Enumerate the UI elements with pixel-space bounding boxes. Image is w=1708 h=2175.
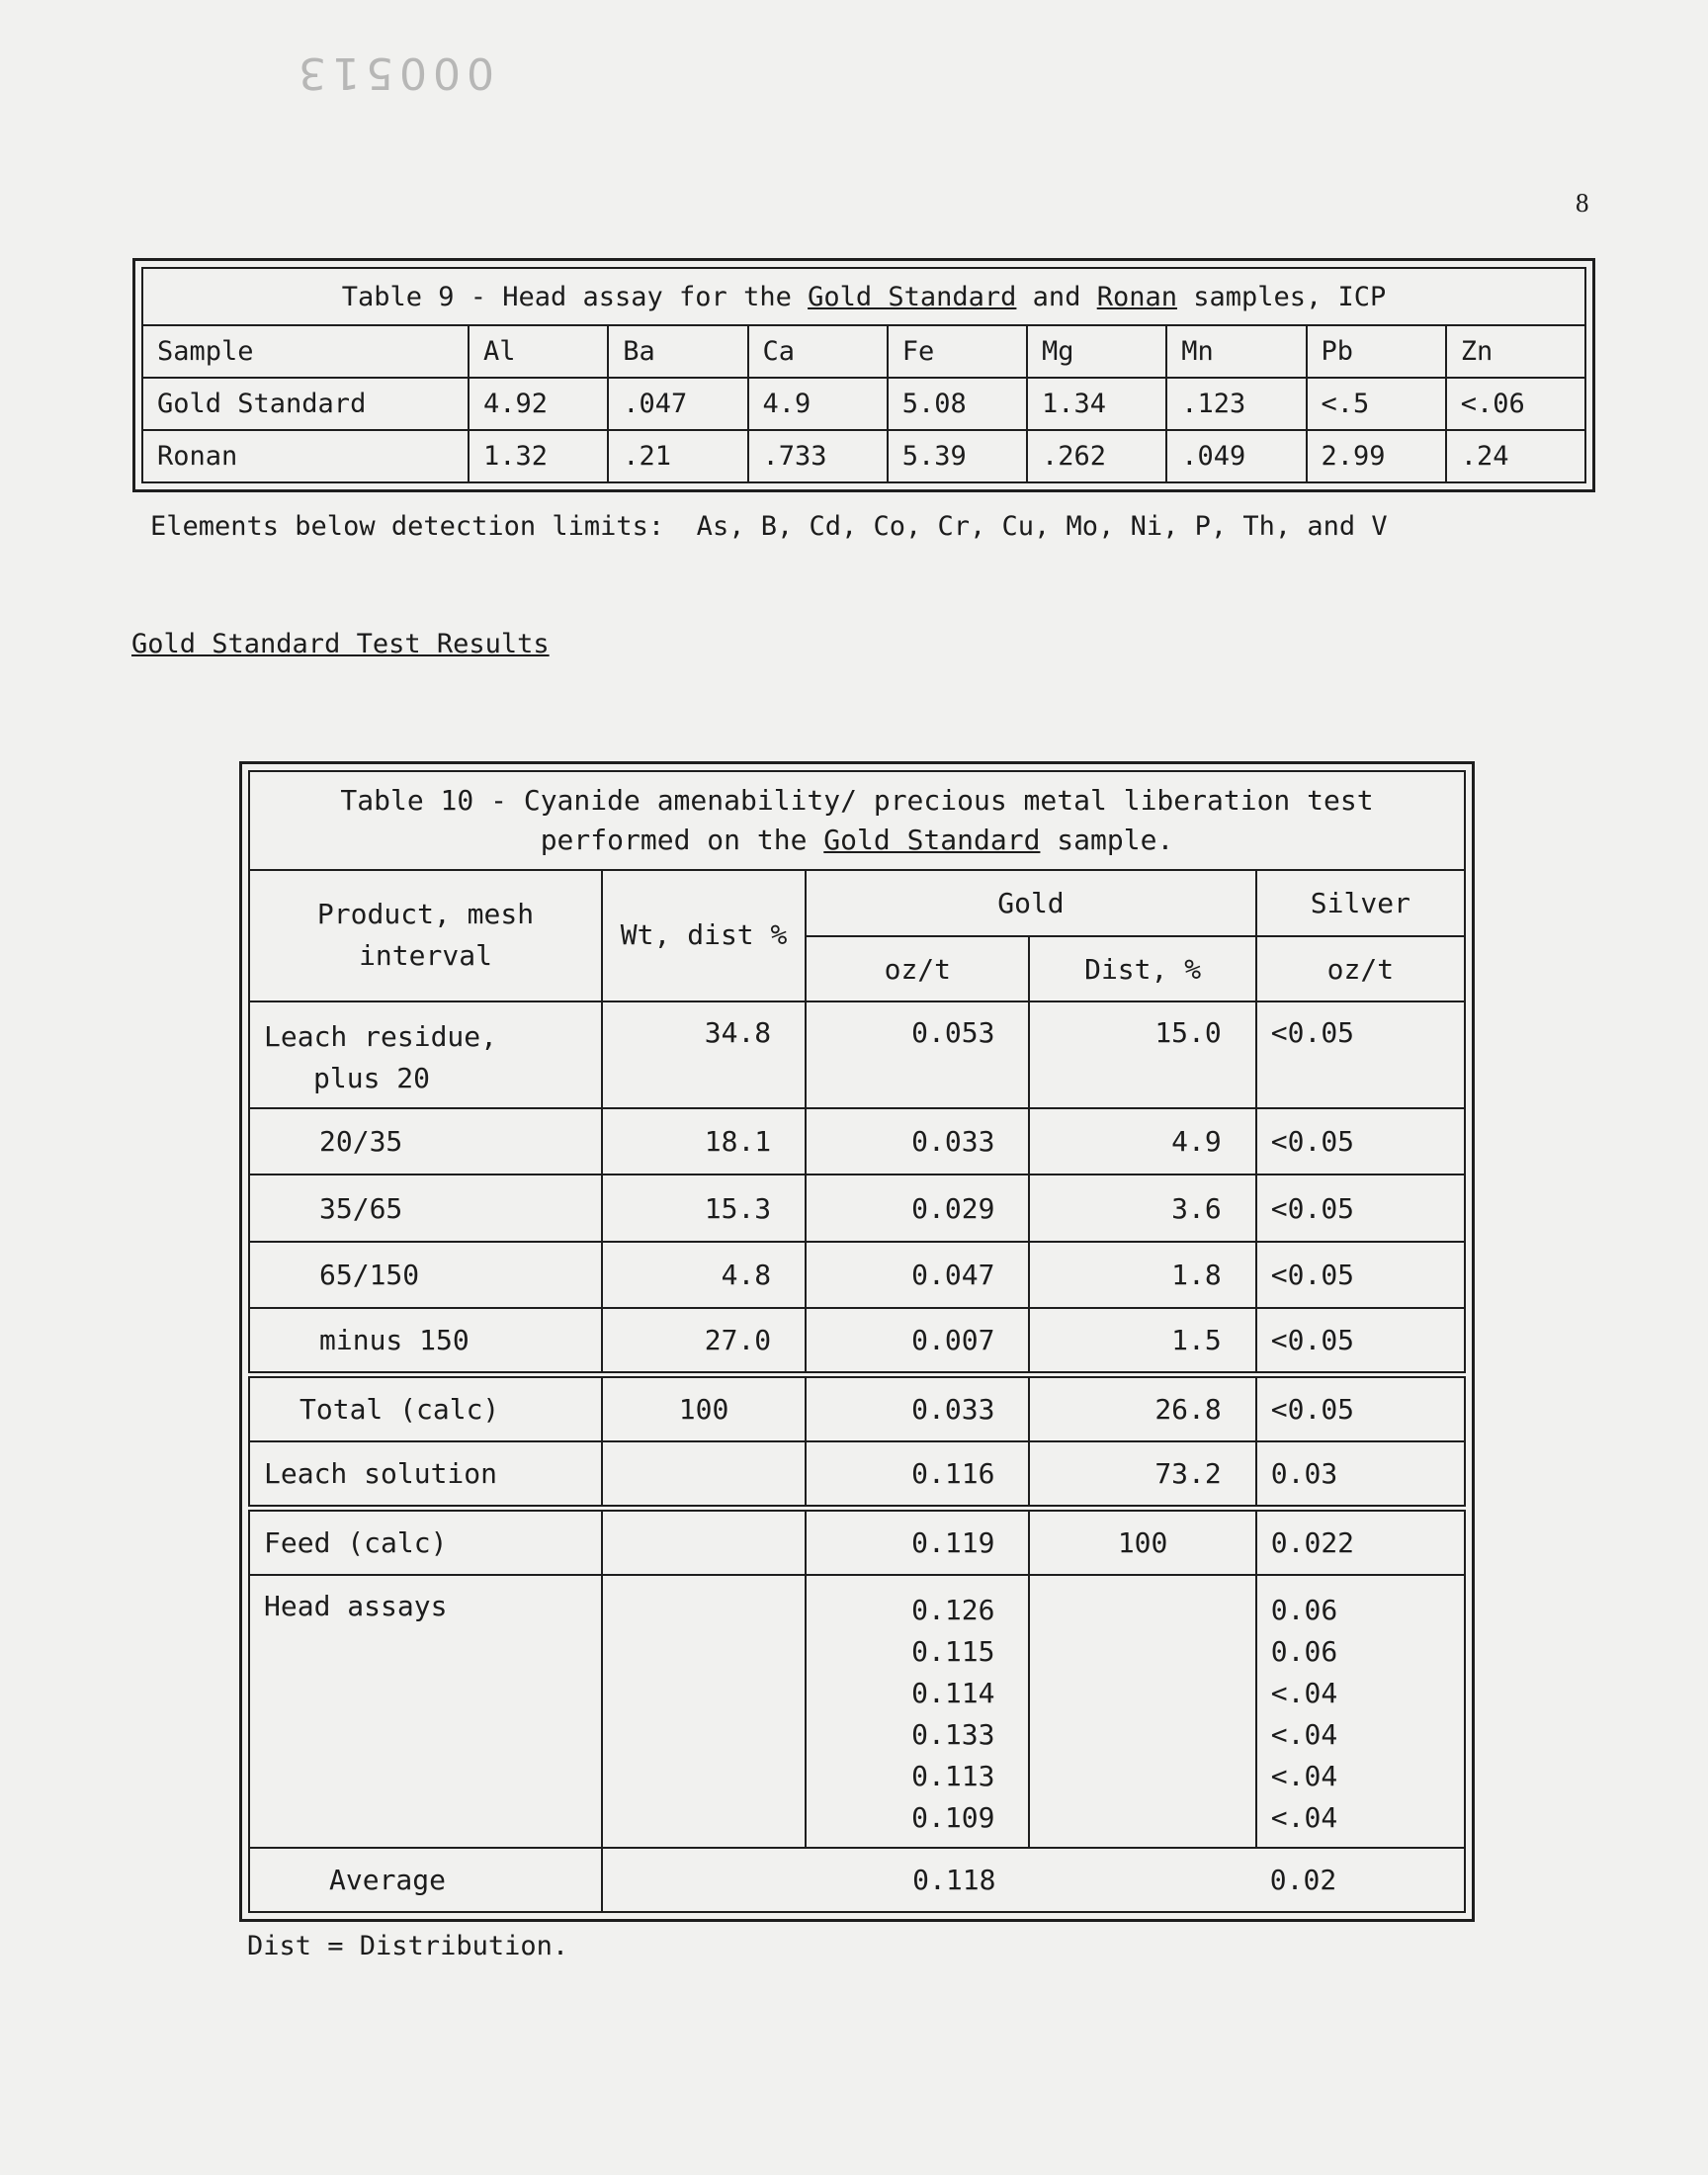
weight-cell: 34.8 bbox=[602, 1001, 806, 1108]
gold-dist-cell: 4.9 bbox=[1029, 1108, 1255, 1174]
table-cell: <.5 bbox=[1307, 378, 1446, 430]
list-item: 0.126 bbox=[911, 1593, 995, 1626]
silver-ozt-cell: <0.05 bbox=[1256, 1242, 1465, 1308]
weight-cell: 15.3 bbox=[602, 1174, 806, 1241]
table-10-caption bbox=[249, 771, 1465, 870]
caption-line: Table 10 - Cyanide amenability/ precious metal liberation test bbox=[340, 784, 1374, 818]
gold-ozt-cell: 0.116 bbox=[806, 1441, 1029, 1508]
gold-dist-cell bbox=[1029, 1575, 1255, 1848]
product-label: Leach residue, bbox=[264, 1019, 498, 1053]
weight-cell bbox=[602, 1848, 806, 1912]
silver-ozt-cell: <0.05 bbox=[1256, 1375, 1465, 1441]
table-row bbox=[249, 1308, 1465, 1374]
table-row bbox=[142, 430, 1585, 482]
list-item: 0.114 bbox=[911, 1676, 995, 1709]
weight-cell: 18.1 bbox=[602, 1108, 806, 1174]
product-cell: Feed (calc) bbox=[249, 1508, 602, 1574]
caption-text: performed on the bbox=[540, 824, 824, 857]
weight-cell: 4.8 bbox=[602, 1242, 806, 1308]
list-item: <.04 bbox=[1270, 1717, 1338, 1751]
gold-dist-cell: 3.6 bbox=[1029, 1174, 1255, 1241]
weight-cell bbox=[602, 1508, 806, 1574]
column-header: Fe bbox=[888, 325, 1027, 378]
caption-text: samples, ICP bbox=[1176, 281, 1387, 312]
gold-ozt-cell: 0.029 bbox=[806, 1174, 1029, 1241]
silver-ozt-cell: <0.05 bbox=[1256, 1308, 1465, 1374]
table-row bbox=[249, 1441, 1465, 1508]
product-cell: Leach solution bbox=[249, 1441, 602, 1508]
caption-text: sample. bbox=[1040, 824, 1174, 857]
gold-ozt-cell: 0.047 bbox=[806, 1242, 1029, 1308]
column-header: Al bbox=[469, 325, 608, 378]
table-cell: 4.92 bbox=[469, 378, 608, 430]
product-cell: Average bbox=[249, 1848, 602, 1912]
table-row bbox=[142, 378, 1585, 430]
gold-ozt-cell: 0.119 bbox=[806, 1508, 1029, 1574]
document-stamp: 000513 bbox=[293, 47, 494, 98]
column-header-silver-ozt: oz/t bbox=[1256, 936, 1465, 1000]
list-item: <.04 bbox=[1270, 1759, 1338, 1792]
caption-sample-gold-standard: Gold Standard bbox=[808, 281, 1017, 312]
table-row bbox=[249, 1242, 1465, 1308]
table-row bbox=[249, 1108, 1465, 1174]
table-cell: .049 bbox=[1166, 430, 1306, 482]
table-cell: Gold Standard bbox=[142, 378, 469, 430]
product-cell: Total (calc) bbox=[249, 1375, 602, 1441]
gold-ozt-cell: 0.053 bbox=[806, 1001, 1029, 1108]
table-cell: .21 bbox=[608, 430, 747, 482]
list-item: <.04 bbox=[1270, 1800, 1338, 1834]
table-cell: <.06 bbox=[1446, 378, 1585, 430]
gold-dist-cell: 26.8 bbox=[1029, 1375, 1255, 1441]
caption-text: and bbox=[1016, 281, 1097, 312]
list-item: 0.109 bbox=[911, 1800, 995, 1834]
table-cell: .262 bbox=[1027, 430, 1166, 482]
page-number: 8 bbox=[1576, 188, 1589, 218]
column-header-gold-dist: Dist, % bbox=[1029, 936, 1255, 1000]
table-cell: 4.9 bbox=[748, 378, 888, 430]
list-item: 0.06 bbox=[1270, 1593, 1338, 1626]
column-header: Ca bbox=[748, 325, 888, 378]
column-header: Mg bbox=[1027, 325, 1166, 378]
caption-sample-gold-standard: Gold Standard bbox=[823, 824, 1041, 857]
table-9-caption bbox=[142, 268, 1585, 325]
product-cell: minus 150 bbox=[249, 1308, 602, 1374]
list-item: 0.115 bbox=[911, 1634, 995, 1668]
gold-dist-cell: 100 bbox=[1029, 1508, 1255, 1574]
table-cell: .24 bbox=[1446, 430, 1585, 482]
gold-dist-cell: 15.0 bbox=[1029, 1001, 1255, 1108]
column-header-gold: Gold bbox=[806, 870, 1256, 936]
list-item: 0.113 bbox=[911, 1759, 995, 1792]
footnote: Dist = Distribution. bbox=[247, 1931, 569, 1961]
silver-ozt-cell: 0.022 bbox=[1256, 1508, 1465, 1574]
table-cell: .123 bbox=[1166, 378, 1306, 430]
table-9-header-row bbox=[142, 325, 1585, 378]
table-10 bbox=[248, 770, 1466, 1913]
gold-ozt-cell: 0.007 bbox=[806, 1308, 1029, 1374]
silver-ozt-cell: <0.05 bbox=[1256, 1108, 1465, 1174]
list-item: 0.06 bbox=[1270, 1634, 1338, 1668]
column-header: Pb bbox=[1307, 325, 1446, 378]
silver-ozt-cell: <0.05 bbox=[1256, 1001, 1465, 1108]
table-row-feed bbox=[249, 1508, 1465, 1574]
product-cell bbox=[249, 1001, 602, 1108]
gold-dist-cell: 73.2 bbox=[1029, 1441, 1255, 1508]
column-header: Mn bbox=[1166, 325, 1306, 378]
table-9 bbox=[141, 267, 1586, 483]
product-cell: 35/65 bbox=[249, 1174, 602, 1241]
gold-dist-cell bbox=[1029, 1848, 1255, 1912]
table-cell: 2.99 bbox=[1307, 430, 1446, 482]
table-cell: Ronan bbox=[142, 430, 469, 482]
column-header-silver: Silver bbox=[1256, 870, 1465, 936]
gold-ozt-cell: 0.118 bbox=[806, 1848, 1029, 1912]
caption-sample-ronan: Ronan bbox=[1096, 281, 1177, 312]
caption-text: Table 9 - Head assay for the bbox=[341, 281, 809, 312]
silver-ozt-cell: 0.03 bbox=[1256, 1441, 1465, 1508]
table-row bbox=[249, 1001, 1465, 1108]
table-cell: .047 bbox=[608, 378, 747, 430]
gold-dist-cell: 1.5 bbox=[1029, 1308, 1255, 1374]
column-header-gold-ozt: oz/t bbox=[806, 936, 1029, 1000]
gold-ozt-cell: 0.033 bbox=[806, 1108, 1029, 1174]
detection-limits-note: Elements below detection limits: As, B, Cd, Co, Cr, Cu, Mo, Ni, P, Th, and V bbox=[150, 511, 1388, 542]
table-10-frame bbox=[239, 761, 1475, 1922]
silver-ozt-cell: <0.05 bbox=[1256, 1174, 1465, 1241]
weight-cell: 100 bbox=[602, 1375, 806, 1441]
table-cell: 1.34 bbox=[1027, 378, 1166, 430]
table-cell: 5.08 bbox=[888, 378, 1027, 430]
table-row-total bbox=[249, 1375, 1465, 1441]
list-item: <.04 bbox=[1270, 1676, 1338, 1709]
product-cell: Head assays bbox=[249, 1575, 602, 1848]
column-header: Ba bbox=[608, 325, 747, 378]
silver-ozt-list bbox=[1256, 1575, 1465, 1848]
section-heading: Gold Standard Test Results bbox=[131, 629, 550, 659]
table-cell: 1.32 bbox=[469, 430, 608, 482]
list-item: 0.133 bbox=[911, 1717, 995, 1751]
weight-cell bbox=[602, 1575, 806, 1848]
table-row-average bbox=[249, 1848, 1465, 1912]
weight-cell bbox=[602, 1441, 806, 1508]
column-header-product: Product, mesh interval bbox=[249, 870, 602, 1001]
column-header-weight: Wt, dist % bbox=[602, 870, 806, 1001]
column-header: Sample bbox=[142, 325, 469, 378]
product-label: plus 20 bbox=[313, 1061, 431, 1094]
product-cell: 65/150 bbox=[249, 1242, 602, 1308]
gold-dist-cell: 1.8 bbox=[1029, 1242, 1255, 1308]
table-9-frame bbox=[132, 258, 1595, 492]
gold-ozt-list bbox=[806, 1575, 1029, 1848]
column-header: Zn bbox=[1446, 325, 1585, 378]
table-row-head-assays bbox=[249, 1575, 1465, 1848]
table-cell: 5.39 bbox=[888, 430, 1027, 482]
weight-cell: 27.0 bbox=[602, 1308, 806, 1374]
silver-ozt-cell: 0.02 bbox=[1256, 1848, 1465, 1912]
gold-ozt-cell: 0.033 bbox=[806, 1375, 1029, 1441]
product-cell: 20/35 bbox=[249, 1108, 602, 1174]
table-row bbox=[249, 1174, 1465, 1241]
table-cell: .733 bbox=[748, 430, 888, 482]
